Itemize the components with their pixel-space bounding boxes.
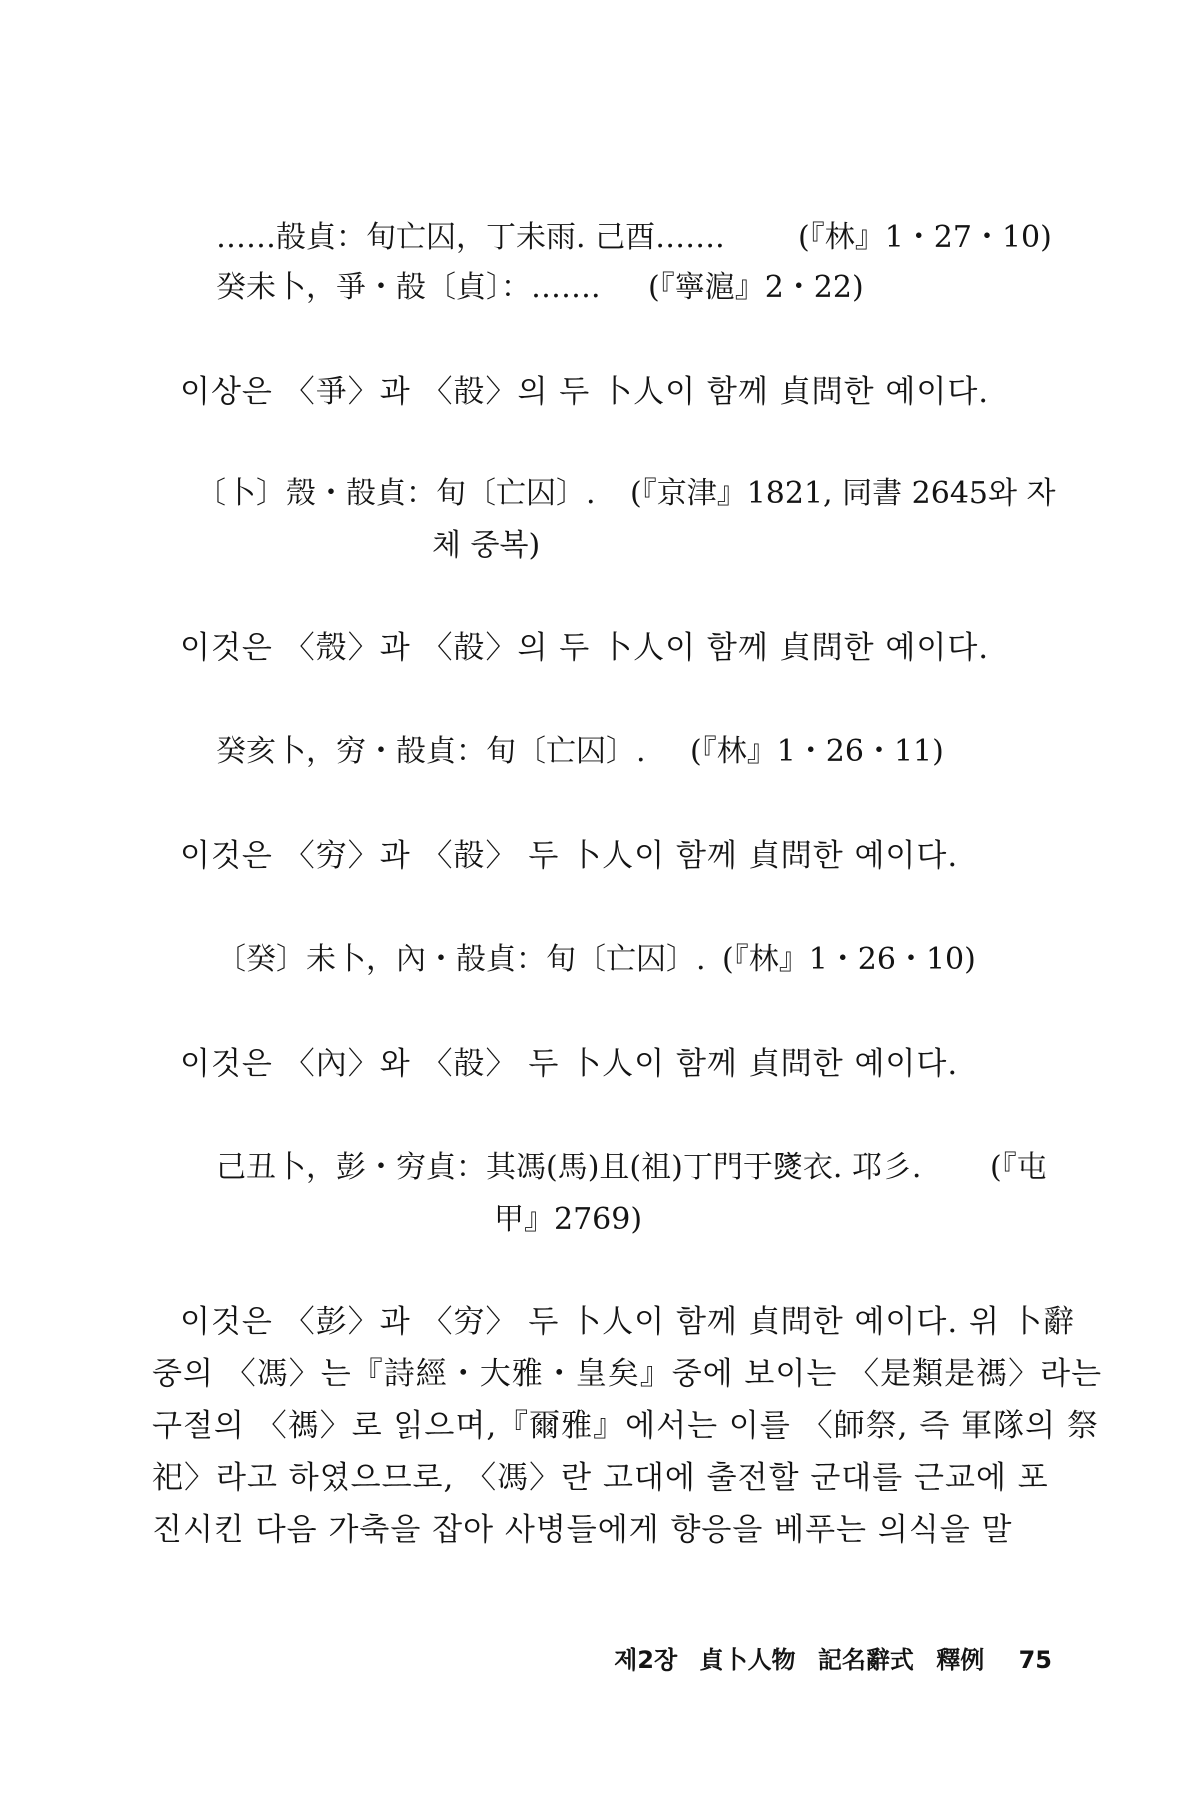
body-paragraph: 이것은 〈殼〉과 〈㱿〉의 두 卜人이 함께 貞問한 예이다. xyxy=(180,630,990,666)
inscription-line: 己丑卜，彭・穷貞：其馮(馬)且(祖)丁門于𤎩衣. 邛彡. xyxy=(216,1150,922,1185)
inscription-line: 〔癸〕未卜，內・㱿貞：旬〔亡囚〕. xyxy=(216,942,706,977)
citation: (『京津』1821, 同書 2645와 자 xyxy=(630,476,1056,511)
body-paragraph: 이상은 〈爭〉과 〈㱿〉의 두 卜人이 함께 貞問한 예이다. xyxy=(180,374,990,410)
footer-chapter: 제2장 xyxy=(614,1646,678,1674)
citation-continuation: 체 중복) xyxy=(432,528,541,563)
body-paragraph: 이것은 〈穷〉과 〈㱿〉 두 卜人이 함께 貞問한 예이다. xyxy=(180,838,959,874)
citation: (『寧滬』2・22) xyxy=(648,270,864,305)
body-paragraph-line: 구절의 〈禡〉로 읽으며,『爾雅』에서는 이를 〈師祭, 즉 軍隊의 祭 xyxy=(152,1408,1099,1444)
inscription-line: 癸亥卜，穷・㱿貞：旬〔亡囚〕. xyxy=(216,734,646,769)
body-paragraph-line: 진시킨 다음 가축을 잡아 사병들에게 향응을 베푸는 의식을 말 xyxy=(152,1512,1013,1548)
citation: (『屯 xyxy=(990,1150,1047,1185)
body-paragraph: 이것은 〈內〉와 〈㱿〉 두 卜人이 함께 貞問한 예이다. xyxy=(180,1046,959,1082)
citation-continuation: 甲』2769) xyxy=(494,1202,643,1237)
citation: (『林』1・27・10) xyxy=(798,220,1052,255)
body-paragraph-line: 祀〉라고 하였으므로, 〈馮〉란 고대에 출전할 군대를 근교에 포 xyxy=(152,1460,1049,1496)
body-paragraph-line: 중의 〈馮〉는『詩經・大雅・皇矣』중에 보이는 〈是類是禡〉라는 xyxy=(152,1356,1103,1392)
body-paragraph-line: 이것은 〈彭〉과 〈穷〉 두 卜人이 함께 貞問한 예이다. 위 卜辭 xyxy=(180,1304,1075,1340)
citation: (『林』1・26・11) xyxy=(690,734,944,769)
footer-title-part: 貞卜人物 xyxy=(699,1646,796,1674)
page-number: 75 xyxy=(1018,1646,1052,1674)
citation: (『林』1・26・10) xyxy=(722,942,976,977)
footer-title-part: 記名辭式 xyxy=(817,1646,914,1674)
inscription-line: ……㱿貞：旬亡囚，丁未雨. 己酉……. xyxy=(216,220,725,255)
footer-title-part: 釋例 xyxy=(936,1646,985,1674)
inscription-line: 癸未卜，爭・㱿〔貞〕：……. xyxy=(216,270,601,305)
page-footer xyxy=(614,1640,1052,1675)
inscription-line: 〔卜〕殼・㱿貞：旬〔亡囚〕. xyxy=(196,476,596,511)
